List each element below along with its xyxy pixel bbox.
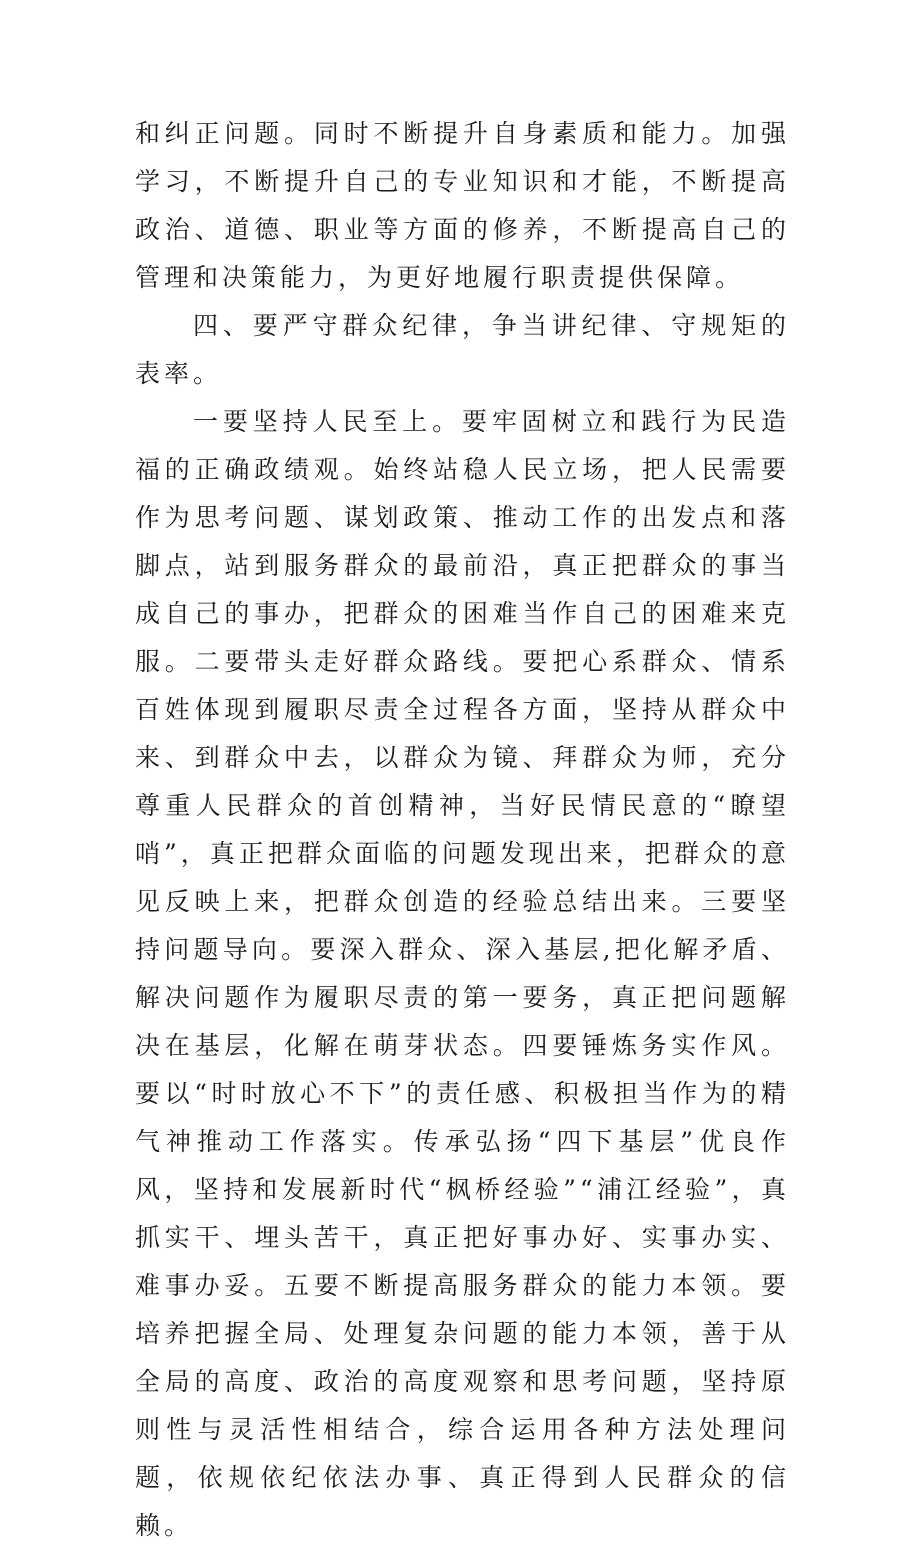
document-body <box>135 110 790 1550</box>
section-heading-four: 四、要严守群众纪律，争当讲纪律、守规矩的表率。 <box>135 311 790 388</box>
paragraph-body: 一要坚持人民至上。要牢固树立和践行为民造福的正确政绩观。始终站稳人民立场，把人民需要作为思考问题、谋划政策、推动工作的出发点和落脚点，站到服务群众的最前沿，真正把群众的事当成自己的事办，把群众的困难当作自己的困难来克服。二要带头走好群众路线。要把心系群众、情系百姓体现到履职尽责全过程各方面，坚持从群众中来、到群众中去，以群众为镜、拜群众为师，充分尊重人民群众的首创精神，当好民情民意的“瞭望哨”，真正把群众面临的问题发现出来，把群众的意见反映上来，把群众创造的经验总结出来。三要坚持问题导向。要深入群众、深入基层,把化解矛盾、解决问题作为履职尽责的第一要务，真正把问题解决在基层，化解在萌芽状态。四要锤炼务实作风。要以“时时放心不下”的责任感、积极担当作为的精气神推动工作落实。传承弘扬“四下基层”优良作风，坚持和发展新时代“枫桥经验”“浦江经验”，真抓实干、埋头苦干，真正把好事办好、实事办实、难事办妥。五要不断提高服务群众的能力本领。要培养把握全局、处理复杂问题的能力本领，善于从全局的高度、政治的高度观察和思考问题，坚持原则性与灵活性相结合，综合运用各种方法处理问题，依规依纪依法办事、真正得到人民群众的信赖。 <box>135 407 790 1540</box>
paragraph-continuation: 和纠正问题。同时不断提升自身素质和能力。加强学习，不断提升自己的专业知识和才能，不断提高政治、道德、职业等方面的修养，不断提高自己的管理和决策能力，为更好地履行职责提供保障。 <box>135 119 790 292</box>
